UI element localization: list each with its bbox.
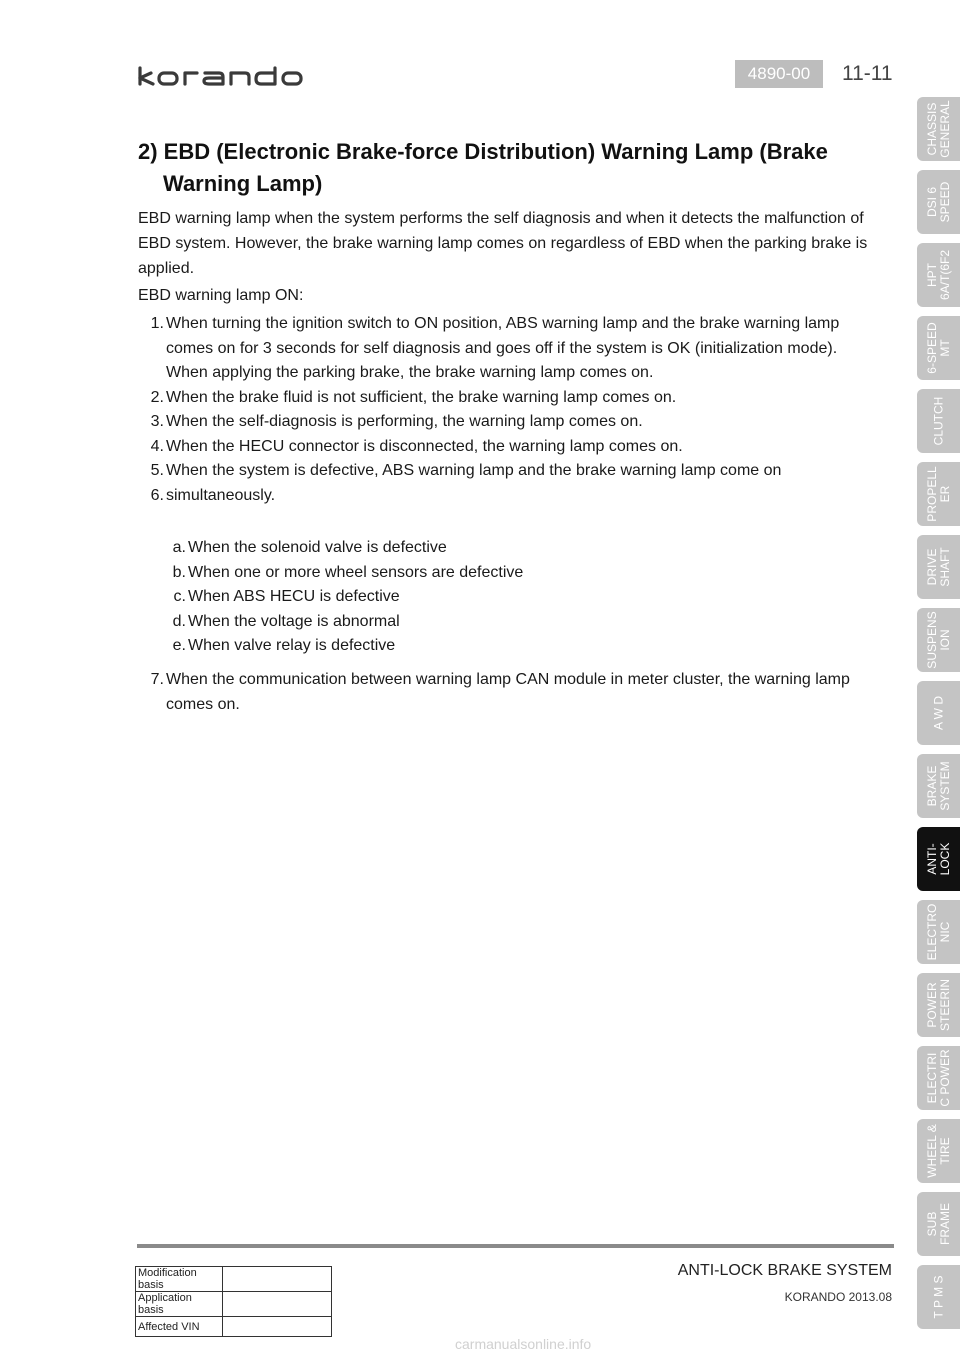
footer-model-year: KORANDO 2013.08: [784, 1290, 892, 1304]
list-item: 2. When the brake fluid is not sufficient, the brake warning lamp comes on.: [150, 388, 677, 406]
sub-list-item: e. When valve relay is defective: [172, 637, 396, 654]
table-label: Application basis: [136, 1292, 223, 1317]
sub-list-item: c. When ABS HECU is defective: [173, 588, 400, 605]
table-value: [223, 1267, 332, 1292]
modification-table: [135, 1266, 332, 1337]
list-item: 7. When the communication between warning lamp CAN module in meter cluster, the warning lamp comes on.: [150, 671, 850, 713]
table-row: [136, 1292, 332, 1317]
sub-list: [160, 536, 760, 659]
tab-clutch[interactable]: CLUTCH: [917, 389, 960, 453]
list-item: 1. When turning the ignition switch to ON position, ABS warning lamp and the brake warning lamp comes on for 3 seconds for self diagnosis and goes off if the system is OK (initialization mode). When applying the parking brake, the brake warning lamp comes on.: [150, 315, 840, 381]
list-item: 5. When the system is defective, ABS warning lamp and the brake warning lamp come on: [150, 462, 782, 479]
list-item: 3. When the self-diagnosis is performing, the warning lamp comes on.: [150, 413, 643, 430]
section-title-line1: 2) EBD (Electronic Brake-force Distribution) Warning Lamp (Brake: [138, 139, 828, 164]
tab-tpms[interactable]: T P M S: [917, 1265, 960, 1329]
numbered-list-continued: [138, 668, 878, 717]
tab-electric-power[interactable]: ELECTRI C POWER: [917, 1046, 960, 1110]
lamp-on-label: EBD warning lamp ON:: [138, 287, 304, 304]
tab-anti-lock[interactable]: ANTI- LOCK: [917, 827, 960, 891]
tab-dsi-6-speed[interactable]: DSI 6 SPEED: [917, 170, 960, 234]
list-item: 6. simultaneously.: [150, 486, 276, 504]
tab-electronic[interactable]: ELECTRO NIC: [917, 900, 960, 964]
footer-divider: [137, 1244, 894, 1248]
table-label: Affected VIN: [136, 1317, 223, 1337]
korando-logo: [137, 66, 317, 91]
intro-paragraph: EBD warning lamp when the system performs the self diagnosis and when it detects the malfunction of EBD system. However, the brake warning lamp comes on regardless of EBD when the parking brake is applied.: [138, 210, 868, 277]
tab-wheel-tire[interactable]: WHEEL & TIRE: [917, 1119, 960, 1183]
tab-propeller[interactable]: PROPELL ER: [917, 462, 960, 526]
sub-list-item: b. When one or more wheel sensors are defective: [172, 563, 524, 581]
section-title: [138, 136, 878, 200]
footer-section-title: ANTI-LOCK BRAKE SYSTEM: [677, 1262, 892, 1279]
table-label: Modification basis: [136, 1267, 223, 1292]
page-number: 11-11: [842, 62, 893, 85]
tab-sub-frame[interactable]: SUB FRAME: [917, 1192, 960, 1256]
table-value: [223, 1292, 332, 1317]
tab-suspension[interactable]: SUSPENS ION: [917, 608, 960, 672]
tab-drive-shaft[interactable]: DRIVE SHAFT: [917, 535, 960, 599]
numbered-list: [138, 312, 878, 508]
tab-awd[interactable]: A W D: [917, 681, 960, 745]
tab-chassis-general[interactable]: CHASSIS GENERAL: [917, 97, 960, 161]
section-title-line2: Warning Lamp): [163, 171, 323, 196]
tab-hpt-6at[interactable]: HPT 6A/T(6F2: [917, 243, 960, 307]
table-row: [136, 1267, 332, 1292]
table-row: [136, 1317, 332, 1337]
sub-list-item: a. When the solenoid valve is defective: [172, 539, 447, 556]
table-value: [223, 1317, 332, 1337]
sub-list-item: d. When the voltage is abnormal: [172, 612, 400, 630]
watermark-text: carmanualsonline.info: [455, 1336, 592, 1352]
list-item: 4. When the HECU connector is disconnected, the warning lamp comes on.: [150, 437, 683, 455]
tab-brake-system[interactable]: BRAKE SYSTEM: [917, 754, 960, 818]
tab-6-speed-mt[interactable]: 6-SPEED MT: [917, 316, 960, 380]
doc-code-badge: 4890-00: [735, 60, 823, 88]
tab-power-steering[interactable]: POWER STEERIN: [917, 973, 960, 1037]
